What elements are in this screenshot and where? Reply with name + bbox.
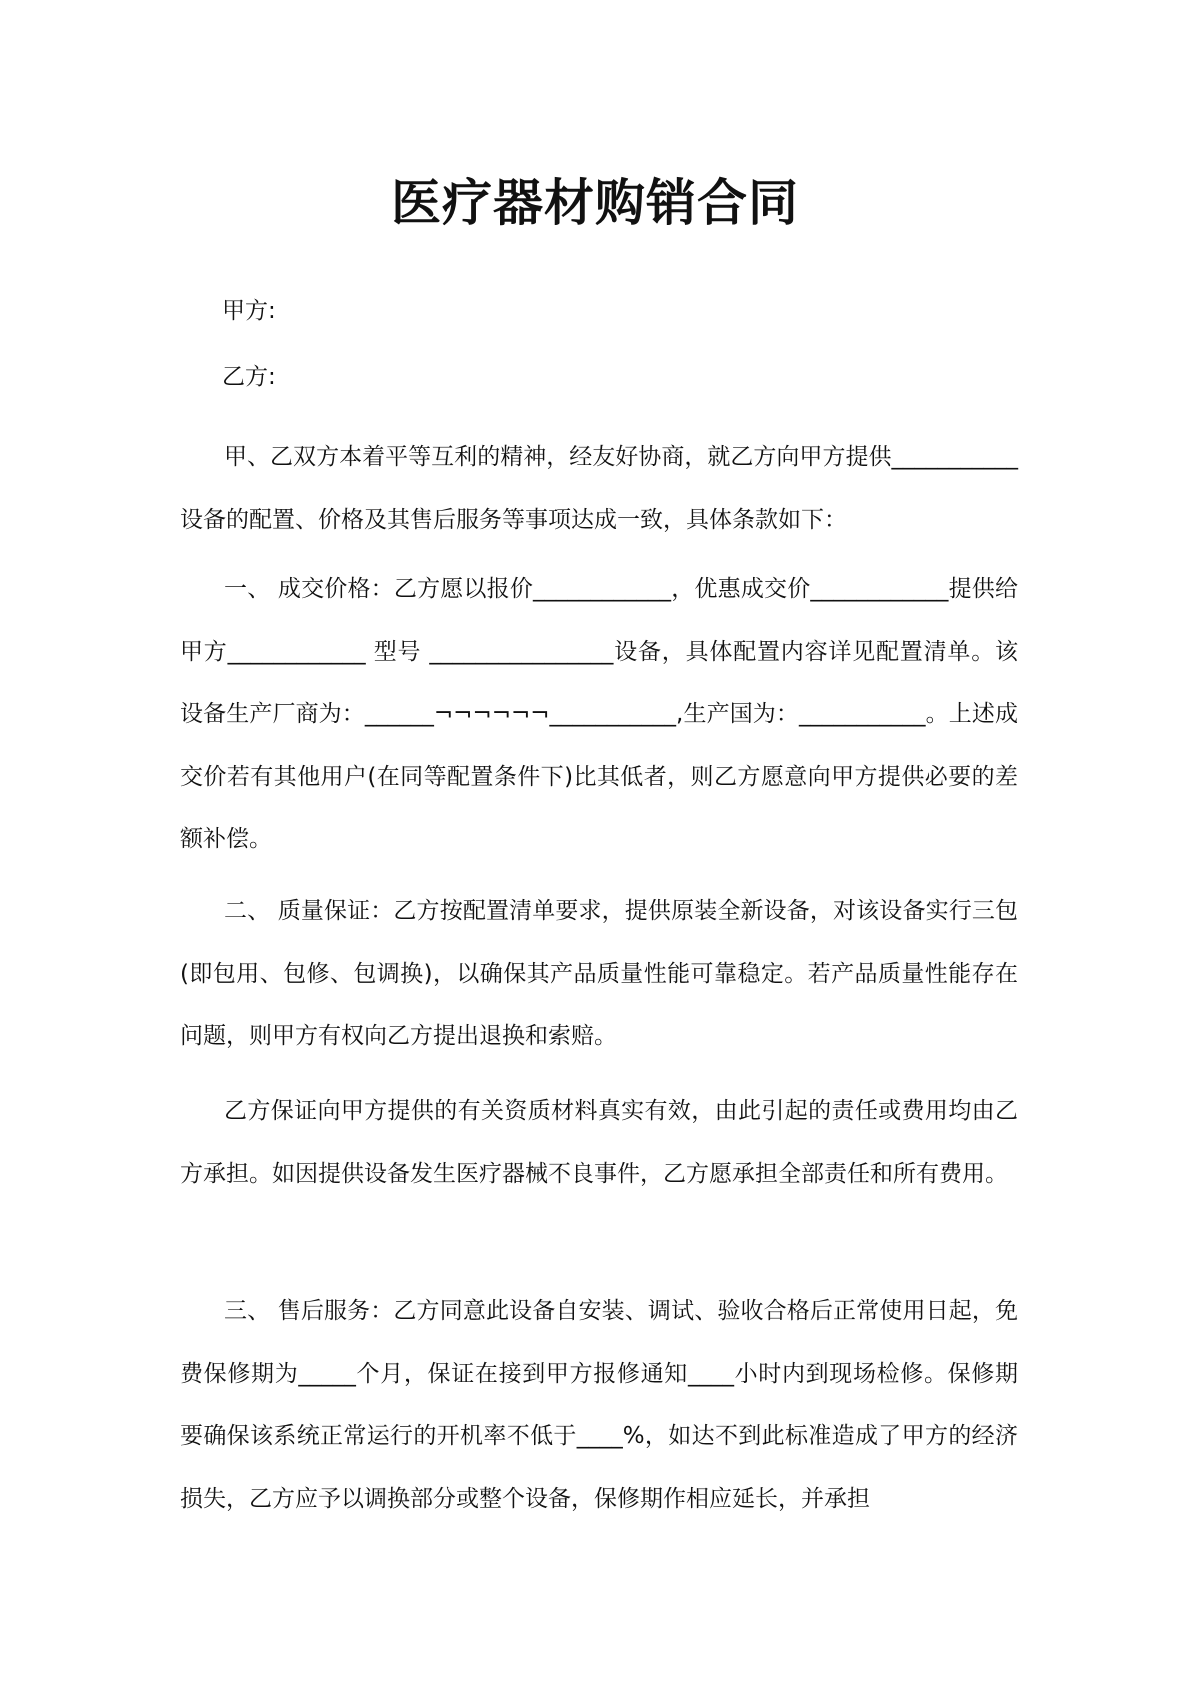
clause-service-paragraph: 三、 售后服务：乙方同意此设备自安装、调试、验收合格后正常使用日起，免费保修期为_____个月，保证在接到甲方报修通知____小时内到现场检修。保修期要确保该系统正常运行的开机率不低于____%，如达不到此标准造成了甲方的经济损失，乙方应予以调换部分或整个设备，保修期作相应延长，并承担 <box>180 1298 1018 1512</box>
document-title: 医疗器材购销合同 <box>391 174 799 232</box>
clause-price-paragraph: 一、 成交价格：乙方愿以报价____________，优惠成交价____________提供给甲方____________ 型号 ________________设备，具体配置内容详见配置清单。该设备生产厂商为：______¬¬¬¬¬¬___________,生产国为：___________。上述成交价若有其他用户(在同等配置条件下)比其低者，则乙方愿意向甲方提供必要的差额补偿。 <box>180 576 1018 852</box>
quality-liability-paragraph: 乙方保证向甲方提供的有关资质材料真实有效，由此引起的责任或费用均由乙方承担。如因提供设备发生医疗器械不良事件，乙方愿承担全部责任和所有费用。 <box>180 1098 1018 1187</box>
intro-paragraph: 甲、乙双方本着平等互利的精神，经友好协商，就乙方向甲方提供___________设备的配置、价格及其售后服务等事项达成一致，具体条款如下： <box>180 444 1018 533</box>
party-b-label: 乙方: <box>222 364 276 390</box>
clause-quality-paragraph: 二、 质量保证：乙方按配置清单要求，提供原装全新设备，对该设备实行三包(即包用、包修、包调换)，以确保其产品质量性能可靠稳定。若产品质量性能存在问题，则甲方有权向乙方提出退换和索赔。 <box>180 898 1018 1049</box>
party-a-label: 甲方: <box>222 298 276 324</box>
